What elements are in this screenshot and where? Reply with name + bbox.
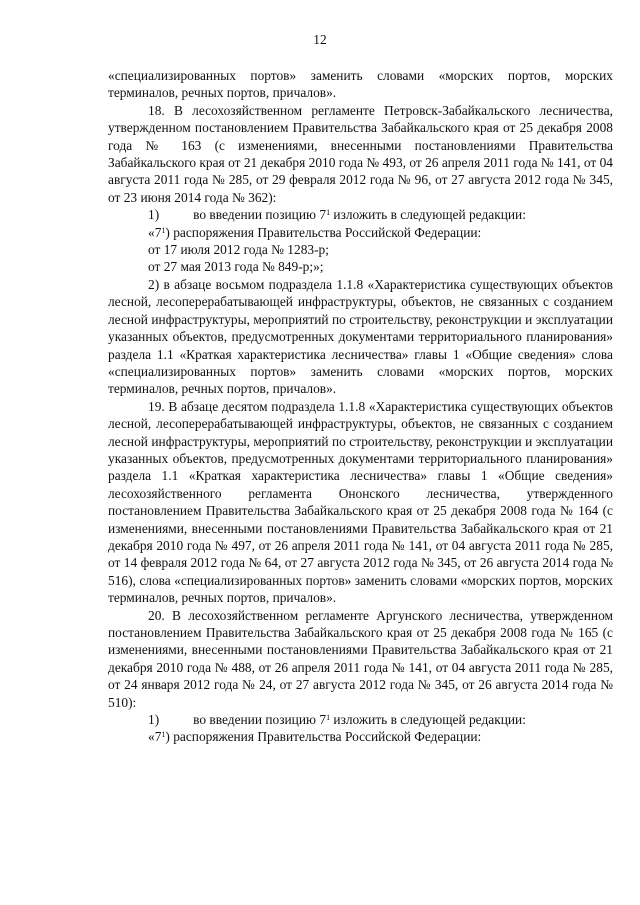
page-number: 12 [313,32,327,47]
quote-open: «7 [148,729,162,745]
paragraph-item-18: 18. В лесохозяйственном регламенте Петровск-Забайкальского лесничества, утвержденном постановлением Правительства Забайкальского края от 25 декабря 2008 года № 163 (с изменениями, внесенными постановлениями Правительства Забайкальского края от 21 декабря 2010 года № 493, от 26 апреля 2011 года № 141, от 04 августа 2011 года № 285, от 29 февраля 2012 года № 96, от 27 августа 2012 года № 345, от 23 июня 2014 года № 362): [108,102,613,205]
quote-text: ) распоряжения Правительства Российской Федерации: [165,224,482,240]
subitem-number: 1) [148,207,160,223]
order-reference-849: от 27 мая 2013 года № 849-р;»; [148,259,324,275]
quote-text: ) распоряжения Правительства Российской Федерации: [165,729,482,745]
paragraph-item-19: 19. В абзаце десятом подраздела 1.1.8 «Характеристика существующих объектов лесной, лесоперерабатывающей инфраструктуры, объектов, не связанных с созданием лесной инфраструктуры, мероприятий по строительству, реконструкции и эксплуатации указанных объектов, предусмотренных документами территориального планирования» раздела 1.1 «Краткая характеристика лесничества» главы 1 «Общие сведения» лесохозяйственного регламента Ононского лесничества, утвержденного постановлением Правительства Забайкальского края от 25 декабря 2008 года № 164 (с изменениями, внесенными постановлениями Правительства Забайкальского края от 21 декабря 2010 года № 497, от 26 апреля 2011 года № 141, от 04 августа 2011 года № 285, от 14 февраля 2012 года № 64, от 27 августа 2012 года № 345, от 26 августа 2014 года № 516), слова «специализированных портов» заменить словами «морских портов, морских терминалов, речных портов, причалов». [108,398,613,606]
subitem-1-introduction [108,206,613,223]
subitem-number: 1) [148,712,160,728]
quoted-position [108,224,613,241]
quoted-position-argun [108,728,613,745]
document-body [108,67,613,746]
subitem-1-introduction-argun [108,711,613,728]
superscript: 1 [161,225,166,235]
paragraph-item-20: 20. В лесохозяйственном регламенте Аргунского лесничества, утвержденном постановлением Правительства Забайкальского края от 25 декабря 2008 года № 165 (с изменениями, внесенными постановлениями Правительства Забайкальского края от 21 декабря 2010 года № 488, от 26 апреля 2011 года № 141, от 04 августа 2011 года № 285, от 24 января 2012 года № 24, от 27 августа 2012 года № 345, от 26 августа 2014 года № 510): [108,607,613,710]
order-reference-1283: от 17 июля 2012 года № 1283-р; [148,242,329,258]
subitem-2-paragraph-eight: 2) в абзаце восьмом подраздела 1.1.8 «Характеристика существующих объектов лесной, лесоперерабатывающей инфраструктуры, объектов, не связанных с созданием лесной инфраструктуры, мероприятий по строительству, реконструкции и эксплуатации указанных объектов, предусмотренных документами территориального планирования» раздела 1.1 «Краткая характеристика лесничества» главы 1 «Общие сведения» слова «специализированных портов» заменить словами «морских портов, морских терминалов, речных портов, причалов». [108,276,613,397]
subitem-text-tail: изложить в следующей редакции: [330,207,526,223]
subitem-text-tail: изложить в следующей редакции: [330,712,526,728]
subitem-text: во введении позицию 7 [193,712,327,728]
superscript: 1 [326,208,331,218]
superscript: 1 [161,730,166,740]
quote-open: «7 [148,224,162,240]
subitem-text: во введении позицию 7 [193,207,327,223]
superscript: 1 [326,713,331,723]
paragraph-continuation: «специализированных портов» заменить словами «морских портов, морских терминалов, речных портов, причалов». [108,68,613,101]
